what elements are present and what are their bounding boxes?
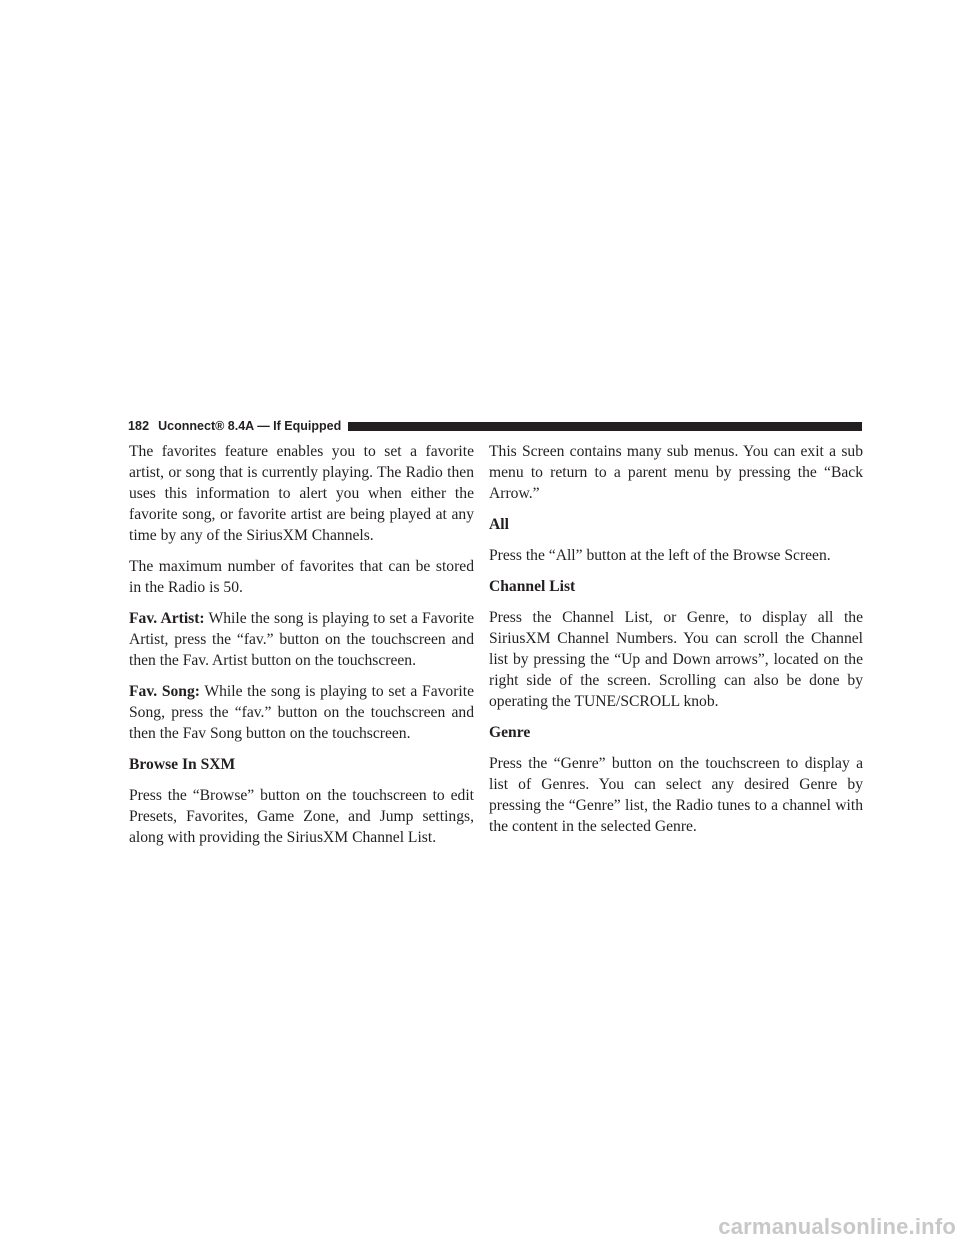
channel-list-paragraph: Press the Channel List, or Genre, to display all the SiriusXM Channel Numbers. You can scroll the Channel list by pressing the “Up and Down arrows”, located on the right side of the screen. Scrolling can also be done by operating the TUNE/SCROLL knob. (489, 609, 863, 710)
browse-paragraph: Press the “Browse” button on the touchscreen to edit Presets, Favorites, Game Zone, and Jump settings, along with providing the SiriusXM Channel List. (129, 787, 474, 846)
browse-heading: Browse In SXM (129, 756, 236, 773)
header-rule (348, 422, 862, 431)
fav-song-text: While the song is playing to set a Favorite Song, press the “fav.” button on the touchscreen and then the Fav Song button on the touchscreen. (129, 683, 475, 742)
fav-artist-paragraph (129, 608, 474, 671)
fav-artist-text: While the song is playing to set a Favorite Artist, press the “fav.” button on the touchscreen and then the Fav. Artist button on the touchscreen. (129, 610, 475, 669)
fav-song-paragraph (129, 681, 474, 744)
right-column (489, 441, 863, 847)
fav-artist-label: Fav. Artist: (129, 610, 205, 627)
watermark: carmanualsonline.info (718, 1214, 956, 1239)
all-heading: All (489, 516, 509, 533)
submenu-paragraph: This Screen contains many sub menus. You can exit a sub menu to return to a parent menu by pressing the “Back Arrow.” (489, 443, 863, 502)
genre-paragraph: Press the “Genre” button on the touchscreen to display a list of Genres. You can select any desired Genre by pressing the “Genre” list, the Radio tunes to a channel with the content in the selected Genre. (489, 755, 863, 835)
genre-heading: Genre (489, 724, 531, 741)
fav-song-label: Fav. Song: (129, 683, 200, 700)
all-paragraph: Press the “All” button at the left of the Browse Screen. (489, 547, 831, 564)
page-header (128, 419, 862, 433)
favorites-intro-paragraph: The favorites feature enables you to set a favorite artist, or song that is currently playing. The Radio then uses this information to alert you when either the favorite song, or favorite artist are being played at any time by any of the SiriusXM Channels. (129, 443, 474, 544)
channel-list-heading: Channel List (489, 578, 576, 595)
left-column (129, 441, 474, 858)
section-title: Uconnect® 8.4A — If Equipped (158, 419, 342, 433)
favorites-max-paragraph: The maximum number of favorites that can be stored in the Radio is 50. (129, 558, 474, 596)
page-number: 182 (128, 419, 150, 433)
